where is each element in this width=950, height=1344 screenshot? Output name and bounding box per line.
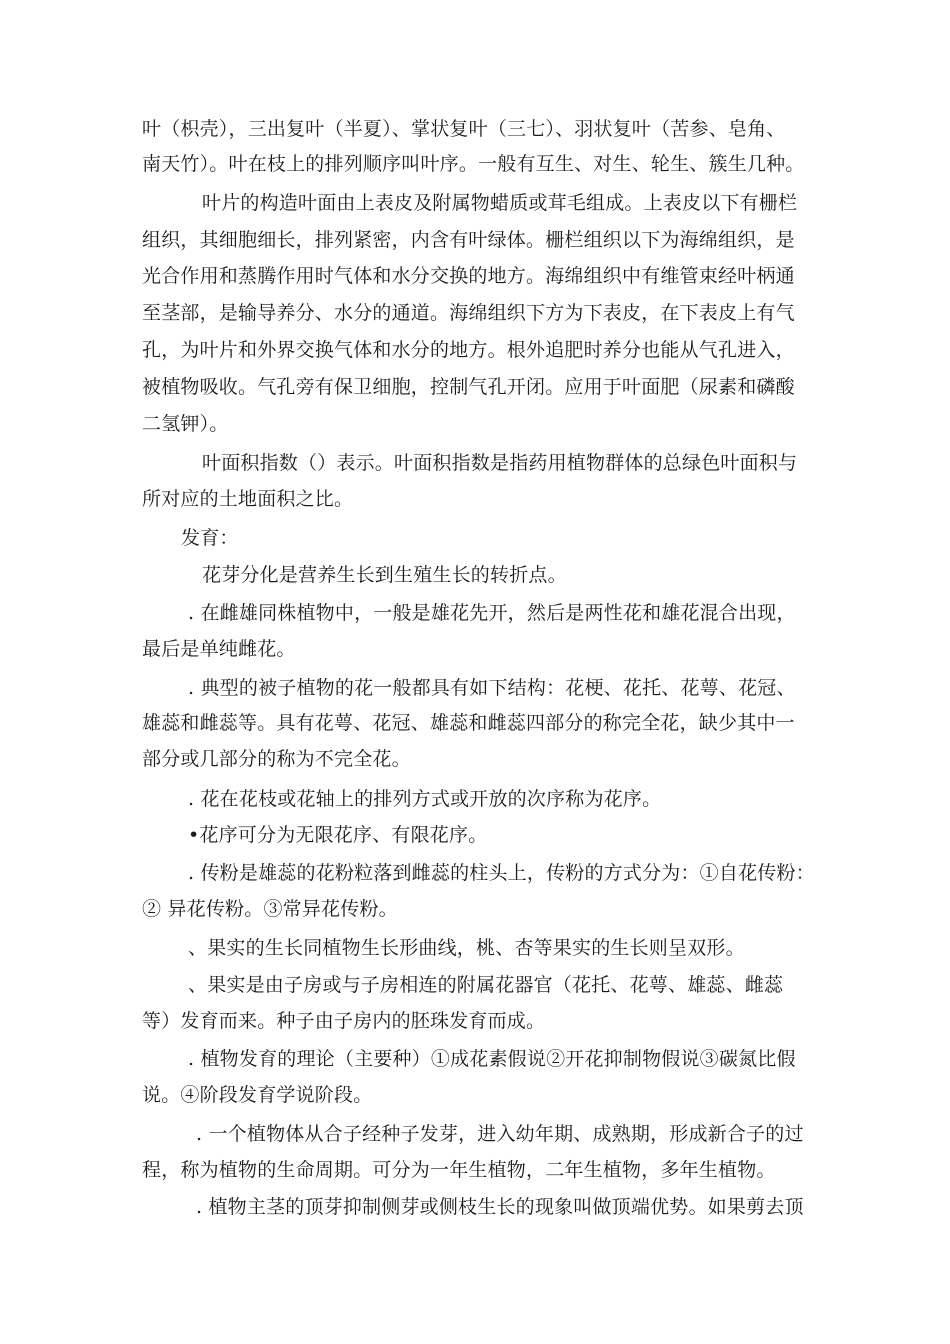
text-line: 雄蕊和雌蕊等。具有花萼、花冠、雄蕊和雌蕊四部分的称完全花，缺少其中一 [142, 712, 795, 734]
list-item: •花序可分为无限花序、有限花序。 [188, 824, 488, 846]
list-item: . 典型的被子植物的花一般都具有如下结构：花梗、花托、花萼、花冠、 [188, 677, 796, 699]
text-line: 至茎部，是输导养分、水分的通道。海绵组织下方为下表皮，在下表皮上有气 [142, 302, 795, 324]
text-line: 部分或几部分的称为不完全花。 [142, 748, 411, 770]
text-line: 最后是单纯雌花。 [142, 638, 296, 660]
paragraph-leaf-area-index: 叶面积指数（）表示。叶面积指数是指药用植物群体的总绿色叶面积与 [202, 452, 798, 474]
list-item: . 传粉是雄蕊的花粉粒落到雌蕊的柱头上，传粉的方式分为：①自花传粉： [188, 862, 815, 884]
text-line: 说。④阶段发育学说阶段。 [142, 1084, 373, 1106]
list-item: . 一个植物体从合子经种子发芽，进入幼年期、成熟期，形成新合子的过 [196, 1123, 804, 1145]
text-line: 光合作用和蒸腾作用时气体和水分交换的地方。海绵组织中有维管束经叶柄通 [142, 265, 795, 287]
text-line: 程，称为植物的生命周期。可分为一年生植物，二年生植物，多年生植物。 [142, 1159, 776, 1181]
text-line: 南天竹）。叶在枝上的排列顺序叫叶序。一般有互生、对生、轮生、簇生几种。 [142, 153, 805, 175]
text-line: 被植物吸收。气孔旁有保卫细胞，控制气孔开闭。应用于叶面肥（尿素和磷酸 [142, 376, 795, 398]
text-line: 所对应的土地面积之比。 [142, 488, 354, 510]
list-item: . 在雌雄同株植物中，一般是雄花先开，然后是两性花和雄花混合出现， [188, 602, 796, 624]
list-item: . 植物发育的理论（主要种）①成花素假说②开花抑制物假说③碳氮比假 [188, 1048, 796, 1070]
text-line: 二氢钾）。 [142, 413, 229, 435]
text-line: 组织，其细胞细长，排列紧密，内含有叶绿体。栅栏组织以下为海绵组织，是 [142, 229, 795, 251]
section-heading-development: 发育： [181, 527, 239, 549]
list-item: 、果实的生长同植物生长形曲线，桃、杏等果实的生长则呈双形。 [188, 937, 745, 959]
paragraph-flower-bud: 花芽分化是营养生长到生殖生长的转折点。 [202, 564, 567, 586]
list-item: . 植物主茎的顶芽抑制侧芽或侧枝生长的现象叫做顶端优势。如果剪去顶 [196, 1196, 804, 1218]
paragraph-leaf-structure: 叶片的构造叶面由上表皮及附属物蜡质或茸毛组成。上表皮以下有栅栏 [202, 192, 798, 214]
text-line: 等）发育而来。种子由子房内的胚珠发育而成。 [142, 1010, 546, 1032]
text-line: 孔，为叶片和外界交换气体和水分的地方。根外追肥时养分也能从气孔进入， [142, 339, 795, 361]
text-line: ② 异花传粉。③常异花传粉。 [142, 898, 398, 920]
list-item: . 花在花枝或花轴上的排列方式或开放的次序称为花序。 [188, 788, 662, 810]
text-line: 叶（枳壳），三出复叶（半夏）、掌状复叶（三七）、羽状复叶（苦参、皂角、 [142, 118, 786, 140]
list-item: 、果实是由子房或与子房相连的附属花器官（花托、花萼、雄蕊、雌蕊 [188, 974, 784, 996]
